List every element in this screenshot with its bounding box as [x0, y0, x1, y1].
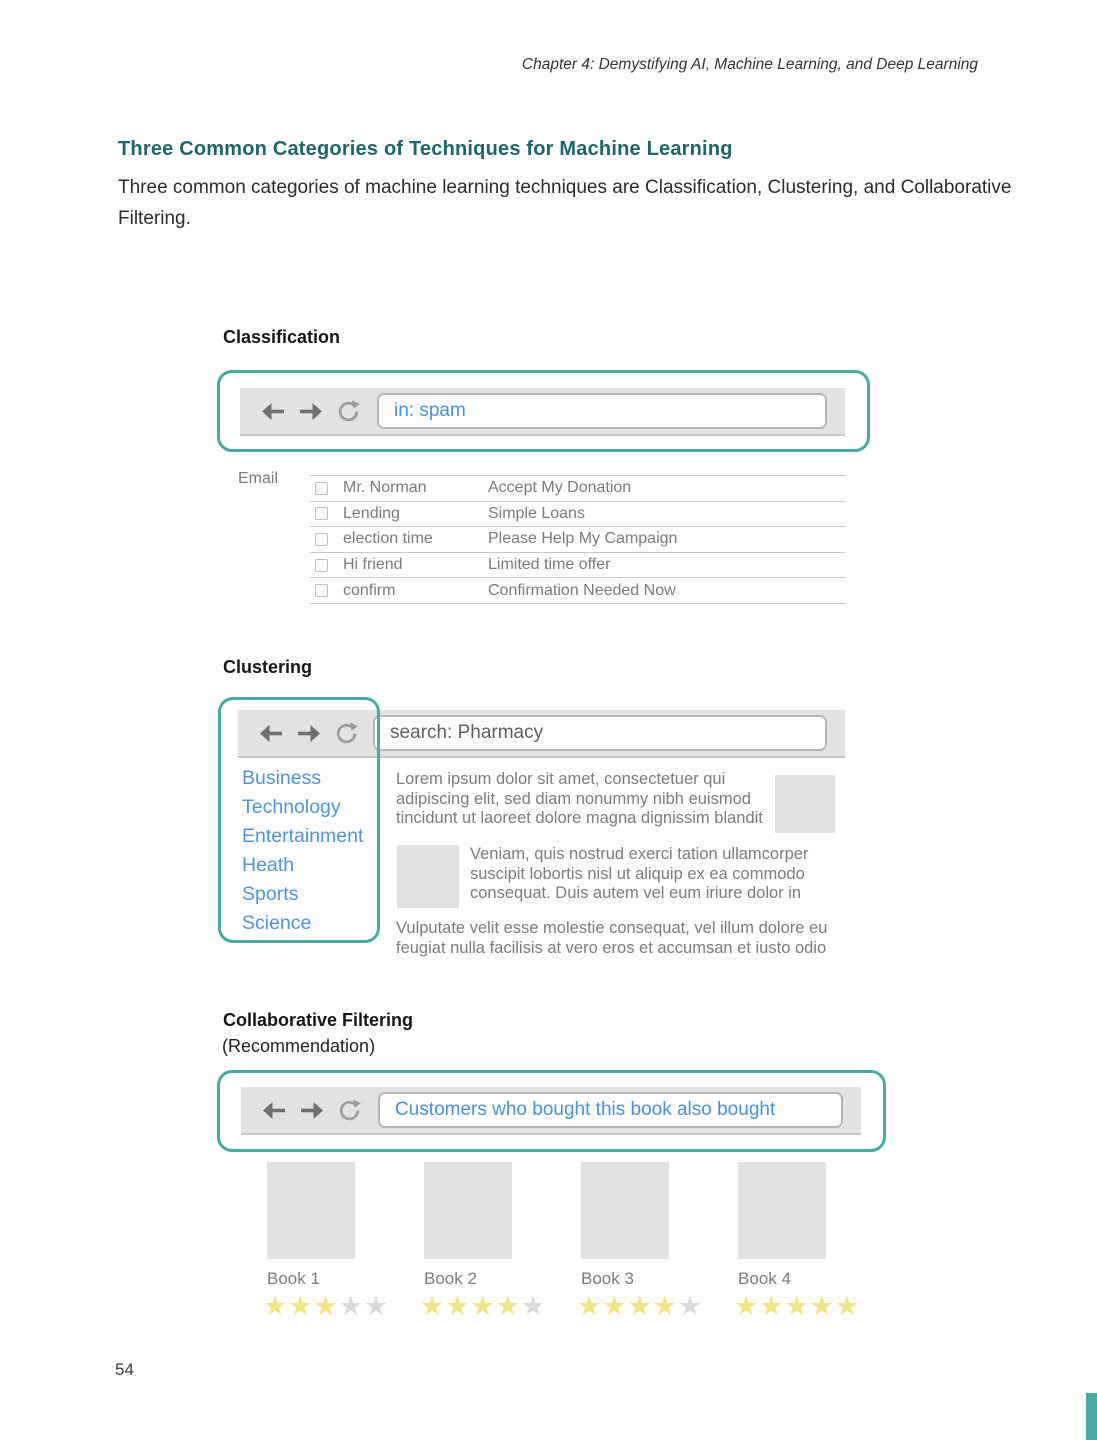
back-arrow-icon — [258, 724, 284, 743]
book-card — [734, 1162, 859, 1321]
star-icon: ★ — [577, 1291, 603, 1321]
article-image-placeholder — [397, 845, 459, 908]
classification-heading: Classification — [223, 327, 341, 347]
book-shelf — [263, 1162, 859, 1321]
article-paragraph: Lorem ipsum dolor sit amet, consectetuer qui adipiscing elit, sed diam nonummy nibh euismod tincidunt ut laoreet dolore magna dignissim blandit — [396, 770, 763, 827]
email-subject: Limited time offer — [488, 556, 611, 574]
clustering-heading: Clustering — [223, 657, 313, 677]
star-icon: ★ — [338, 1291, 364, 1321]
reload-icon — [334, 721, 359, 746]
star-icon: ★ — [734, 1291, 760, 1321]
email-subject: Simple Loans — [488, 504, 585, 522]
email-sender: Lending — [343, 504, 400, 522]
browser-toolbar — [238, 710, 845, 758]
browser-toolbar — [240, 388, 845, 436]
running-header: Chapter 4: Demystifying AI, Machine Learning, and Deep Learning — [521, 56, 978, 73]
back-arrow-icon — [260, 402, 286, 421]
classification-browser-frame — [217, 370, 870, 452]
category-link-heath[interactable]: Heath — [242, 854, 295, 876]
forward-arrow-icon — [298, 402, 324, 421]
forward-button[interactable] — [296, 724, 322, 743]
back-button[interactable] — [258, 724, 284, 743]
checkbox-icon[interactable] — [315, 533, 328, 546]
browser-toolbar — [241, 1087, 861, 1135]
star-rating — [263, 1291, 388, 1321]
star-icon: ★ — [495, 1291, 521, 1321]
star-icon: ★ — [834, 1291, 861, 1321]
address-text: search: Pharmacy — [390, 722, 544, 743]
email-table — [310, 475, 845, 604]
book-cover[interactable] — [424, 1162, 512, 1259]
category-link-technology[interactable]: Technology — [242, 796, 341, 818]
section-title: Three Common Categories of Techniques for Machine Learning — [118, 138, 733, 160]
star-icon: ★ — [363, 1291, 390, 1321]
book-card — [263, 1162, 388, 1321]
email-row[interactable] — [310, 476, 845, 502]
star-icon: ★ — [627, 1291, 653, 1321]
category-link-sports[interactable]: Sports — [242, 883, 299, 905]
page-edge-tab — [1086, 1393, 1097, 1440]
email-label: Email — [238, 470, 279, 487]
forward-button[interactable] — [298, 402, 324, 421]
back-arrow-icon — [261, 1101, 287, 1120]
forward-arrow-icon — [296, 724, 322, 743]
collaborative-filtering-subheading: (Recommendation) — [222, 1036, 376, 1056]
book-cover[interactable] — [738, 1162, 826, 1259]
star-icon: ★ — [759, 1291, 785, 1321]
book-cover[interactable] — [581, 1162, 669, 1259]
reload-button[interactable] — [336, 399, 361, 424]
reload-icon — [336, 399, 361, 424]
star-icon: ★ — [313, 1291, 339, 1321]
checkbox-icon[interactable] — [315, 559, 328, 572]
address-text: Customers who bought this book also bought — [395, 1099, 776, 1120]
email-subject: Confirmation Needed Now — [488, 581, 676, 599]
star-icon: ★ — [445, 1291, 471, 1321]
article-paragraph: Veniam, quis nostrud exerci tation ullamcorper suscipit lobortis nisl ut aliquip ex ea commodo consequat. Duis autem vel eum iriure dolor in — [470, 845, 809, 902]
star-icon: ★ — [470, 1291, 496, 1321]
star-icon: ★ — [677, 1291, 704, 1321]
page-number: 54 — [115, 1360, 134, 1379]
collaborative-filtering-heading: Collaborative Filtering — [223, 1010, 414, 1030]
forward-arrow-icon — [299, 1101, 325, 1120]
email-subject: Accept My Donation — [488, 479, 632, 497]
star-icon: ★ — [809, 1291, 835, 1321]
category-link-business[interactable]: Business — [242, 767, 322, 789]
email-row[interactable] — [310, 553, 845, 579]
article-image-placeholder — [775, 775, 835, 833]
book-title: Book 1 — [267, 1269, 320, 1288]
email-sender: election time — [343, 530, 433, 548]
email-row[interactable] — [310, 578, 845, 604]
star-icon: ★ — [784, 1291, 810, 1321]
section-intro: Three common categories of machine learning techniques are Classification, Clustering, and Collaborative Filtering. — [118, 177, 1012, 229]
star-icon: ★ — [263, 1291, 289, 1321]
email-sender: confirm — [343, 581, 396, 599]
email-sender: Mr. Norman — [343, 479, 427, 497]
reload-button[interactable] — [334, 721, 359, 746]
reload-icon — [337, 1098, 362, 1123]
book-card — [577, 1162, 702, 1321]
star-rating — [420, 1291, 545, 1321]
star-rating — [577, 1291, 702, 1321]
email-row[interactable] — [310, 502, 845, 528]
forward-button[interactable] — [299, 1101, 325, 1120]
star-icon: ★ — [652, 1291, 678, 1321]
email-sender: Hi friend — [343, 556, 403, 574]
email-subject: Please Help My Campaign — [488, 530, 678, 548]
star-rating — [734, 1291, 859, 1321]
star-icon: ★ — [520, 1291, 547, 1321]
article-paragraph: Vulputate velit esse molestie consequat, vel illum dolore eu feugiat nulla facilisis at vero eros et accumsan et iusto odio — [396, 919, 828, 957]
category-list — [242, 764, 363, 938]
address-bar[interactable] — [377, 393, 827, 429]
checkbox-icon[interactable] — [315, 584, 328, 597]
address-text: in: spam — [394, 400, 466, 421]
back-button[interactable] — [260, 402, 286, 421]
category-link-science[interactable]: Science — [242, 912, 312, 934]
back-button[interactable] — [261, 1101, 287, 1120]
book-title: Book 3 — [581, 1269, 634, 1288]
recommendation-browser-frame — [217, 1070, 886, 1152]
checkbox-icon[interactable] — [315, 482, 328, 495]
checkbox-icon[interactable] — [315, 507, 328, 520]
star-icon: ★ — [602, 1291, 628, 1321]
category-link-entertainment[interactable]: Entertainment — [242, 825, 364, 847]
star-icon: ★ — [288, 1291, 314, 1321]
book-title: Book 4 — [738, 1269, 791, 1288]
email-row[interactable] — [310, 527, 845, 553]
book-cover[interactable] — [267, 1162, 355, 1259]
star-icon: ★ — [420, 1291, 446, 1321]
book-title: Book 2 — [424, 1269, 477, 1288]
address-bar[interactable] — [373, 715, 827, 751]
reload-button[interactable] — [337, 1098, 362, 1123]
book-card — [420, 1162, 545, 1321]
address-bar[interactable] — [378, 1092, 843, 1128]
